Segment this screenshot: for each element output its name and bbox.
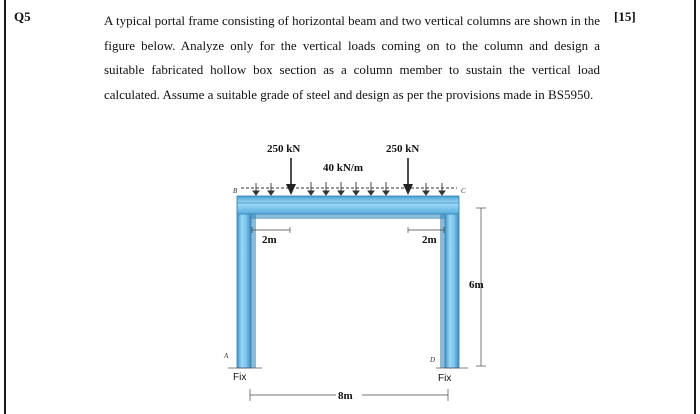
question-text: A typical portal frame consisting of horizontal beam and two vertical columns are shown in the figure below. Analyze only for the vertical loads coming on to the column and design a suitable fabricated hollow box section as a column member to sustain the vertical load calculated. Assume a suitable grade of steel and design as per the provisions made in BS5950. xyxy=(104,13,600,102)
dim-right-offset-line xyxy=(408,227,444,233)
horizontal-beam xyxy=(237,196,459,219)
corner-c-label: C xyxy=(461,187,466,195)
dim-height-label: 6m xyxy=(469,279,484,291)
point-load-right-label: 250 kN xyxy=(386,143,420,155)
dim-left-offset-label: 2m xyxy=(262,234,277,246)
question-number: Q5 xyxy=(14,9,31,24)
dim-span-label: 8m xyxy=(338,390,353,402)
point-load-left-label: 250 kN xyxy=(267,143,301,155)
udl-label: 40 kN/m xyxy=(323,162,364,174)
point-load-right-arrow xyxy=(403,158,413,195)
question-marks: [15] xyxy=(614,9,636,24)
corner-d-label: D xyxy=(430,356,436,364)
support-right-label: Fix xyxy=(438,373,452,384)
udl-arrows xyxy=(241,182,457,195)
corner-a-label: A xyxy=(224,352,229,360)
point-load-left-arrow xyxy=(286,158,296,195)
left-column xyxy=(237,205,256,368)
right-column xyxy=(440,205,459,368)
dim-left-offset-line xyxy=(252,227,290,233)
support-left-label: Fix xyxy=(233,372,247,383)
dim-right-offset-label: 2m xyxy=(422,234,437,246)
corner-b-label: B xyxy=(233,187,238,195)
